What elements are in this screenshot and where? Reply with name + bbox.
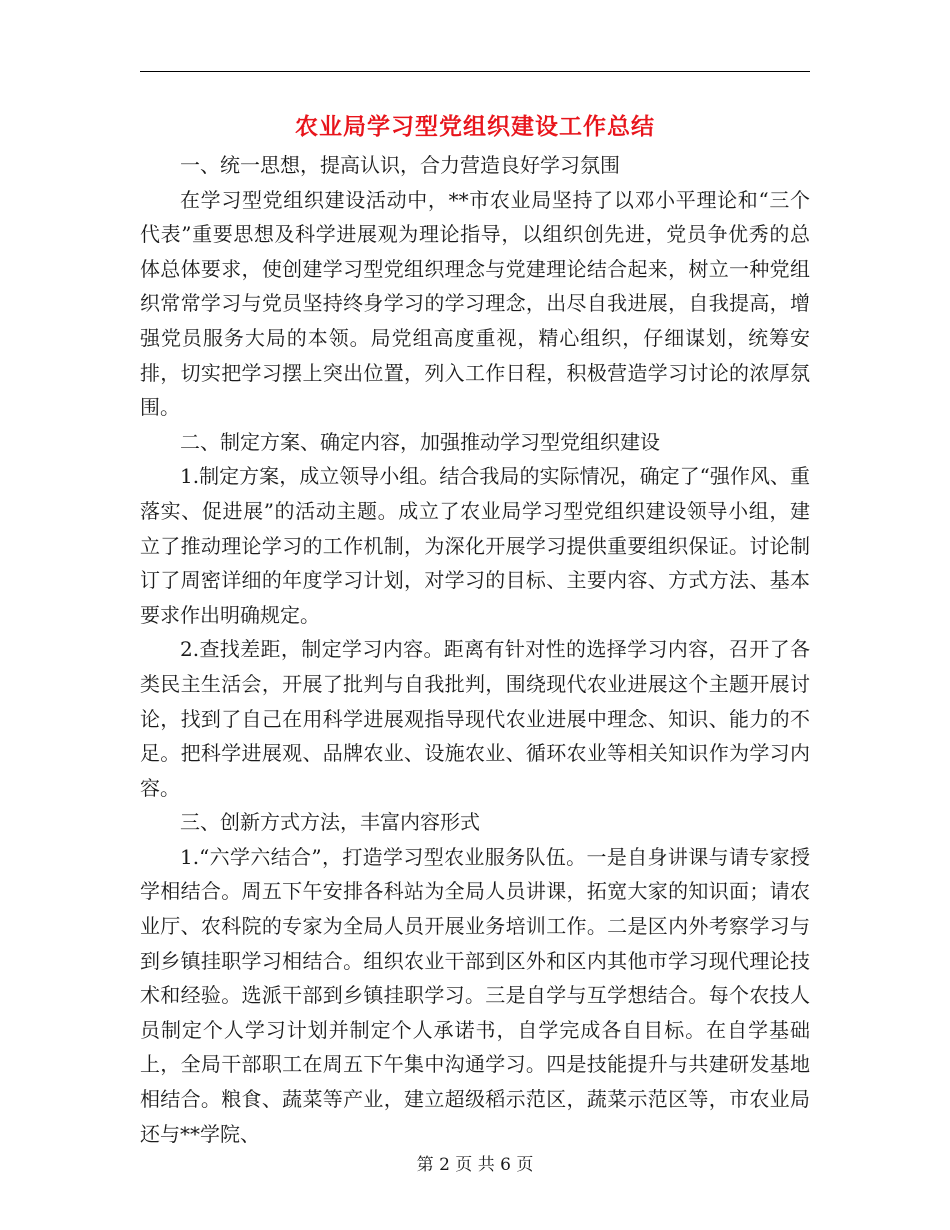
section-heading-3: 三、创新方式方法，丰富内容形式 — [180, 810, 480, 835]
body-paragraph: 2.查找差距，制定学习内容。距离有针对性的选择学习内容，召开了各类民主生活会，开展了批判与自我批判，围绕现代农业进展这个主题开展讨论，找到了自己在用科学进展观指导现代农业进展中理念、知识、能力的不足。把科学进展观、品牌农业、设施农业、循环农业等相关知识作为学习内容。 — [140, 637, 810, 800]
section-heading-1: 一、统一思想，提高认识，合力营造良好学习氛围 — [180, 153, 620, 177]
body-paragraph: 1.制定方案，成立领导小组。结合我局的实际情况，确定了“强作风、重落实、促进展”的活动主题。成立了农业局学习型党组织建设领导小组，建立了推动理论学习的工作机制，为深化开展学习提供重要组织保证。讨论制订了周密详细的年度学习计划，对学习的目标、主要内容、方式方法、基本要求作出明确规定。 — [140, 464, 810, 627]
body-paragraph: 1.“六学六结合”，打造学习型农业服务队伍。一是自身讲课与请专家授学相结合。周五下午安排各科站为全局人员讲课，拓宽大家的知识面；请农业厅、农科院的专家为全局人员开展业务培训工作。二是区内外考察学习与到乡镇挂职学习相结合。组织农业干部到区外和区内其他市学习现代理论技术和经验。选派干部到乡镇挂职学习。三是自学与互学想结合。每个农技人员制定个人学习计划并制定个人承诺书，自学完成各自目标。在自学基础上，全局干部职工在周五下午集中沟通学习。四是技能提升与共建研发基地相结合。粮食、蔬菜等产业，建立超级稻示范区，蔬菜示范区等，市农业局还与**学院、 — [140, 844, 810, 1146]
page-number-footer: 第 2 页 共 6 页 — [416, 1155, 534, 1175]
section-heading-2: 二、制定方案、确定内容，加强推动学习型党组织建设 — [180, 429, 660, 454]
header-rule — [140, 71, 810, 72]
document-body — [140, 148, 810, 1151]
document-title: 农业局学习型党组织建设工作总结 — [295, 113, 655, 140]
body-paragraph: 在学习型党组织建设活动中，**市农业局坚持了以邓小平理论和“三个代表”重要思想及科学进展观为理论指导，以组织创先进，党员争优秀的总体总体要求，使创建学习型党组织理念与党建理论结合起来，树立一种党组织常常学习与党员坚持终身学习的学习理念，出尽自我进展，自我提高，增强党员服务大局的本领。局党组高度重视，精心组织，仔细谋划，统筹安排，切实把学习摆上突出位置，列入工作日程，积极营造学习讨论的浓厚氛围。 — [140, 187, 810, 420]
